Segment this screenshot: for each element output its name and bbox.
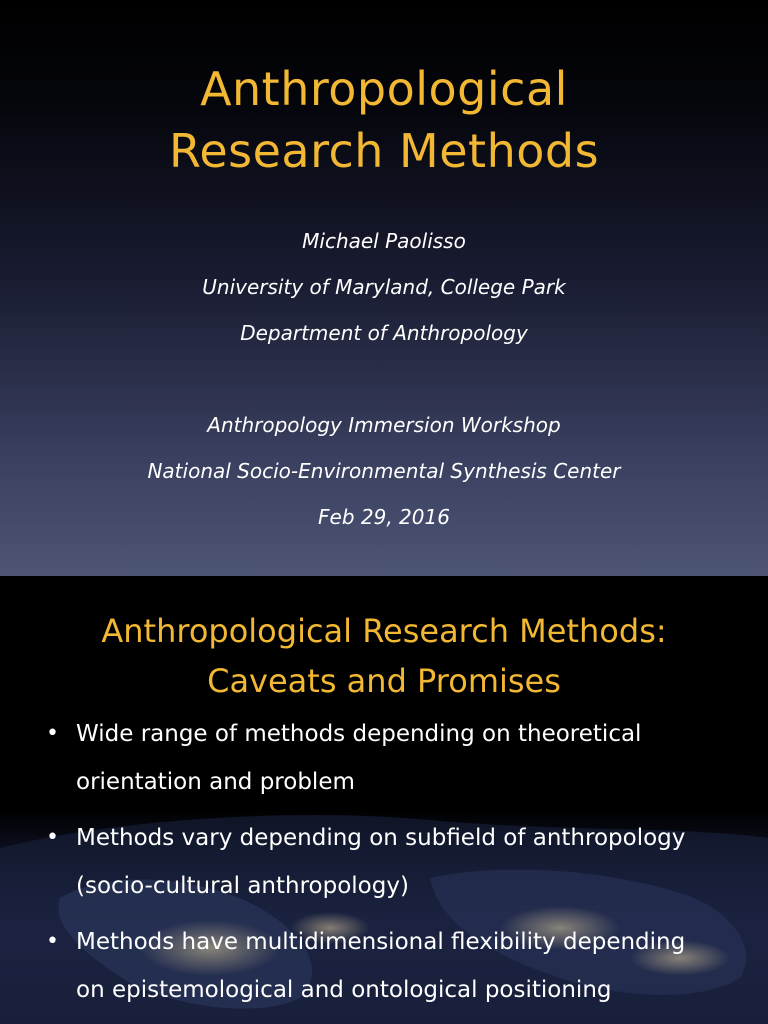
bullet-text: Methods have multidimensional flexibility depending bbox=[76, 929, 686, 955]
bullet-item bbox=[40, 710, 748, 806]
event-date: Feb 29, 2016 bbox=[318, 505, 450, 529]
presenter-info bbox=[0, 218, 768, 540]
slide-heading bbox=[0, 606, 768, 706]
title-line: Research Methods bbox=[168, 124, 600, 178]
bullet-text: on epistemological and ontological positioning bbox=[76, 977, 612, 1003]
bullet-text: Wide range of methods depending on theoretical bbox=[76, 721, 642, 747]
bullet-icon: • bbox=[46, 825, 59, 850]
content-slide bbox=[0, 576, 768, 1024]
title-line: Anthropological bbox=[200, 62, 568, 116]
presenter-department: Department of Anthropology bbox=[240, 321, 528, 345]
heading-line: Anthropological Research Methods: bbox=[101, 612, 667, 650]
heading-line: Caveats and Promises bbox=[207, 662, 561, 700]
presenter-name: Michael Paolisso bbox=[302, 229, 466, 253]
bullet-item bbox=[40, 918, 748, 1014]
bullet-text: (socio-cultural anthropology) bbox=[76, 873, 409, 899]
event-name: Anthropology Immersion Workshop bbox=[207, 413, 561, 437]
presenter-affiliation: University of Maryland, College Park bbox=[202, 275, 566, 299]
bullet-text: orientation and problem bbox=[76, 769, 355, 795]
bullet-list bbox=[40, 710, 748, 1022]
bullet-text: Methods vary depending on subfield of anthropology bbox=[76, 825, 686, 851]
spacer bbox=[0, 356, 768, 402]
event-host: National Socio-Environmental Synthesis Center bbox=[147, 459, 621, 483]
bullet-item bbox=[40, 814, 748, 910]
slide-title bbox=[0, 58, 768, 182]
bullet-icon: • bbox=[46, 721, 59, 746]
bullet-icon: • bbox=[46, 929, 59, 954]
